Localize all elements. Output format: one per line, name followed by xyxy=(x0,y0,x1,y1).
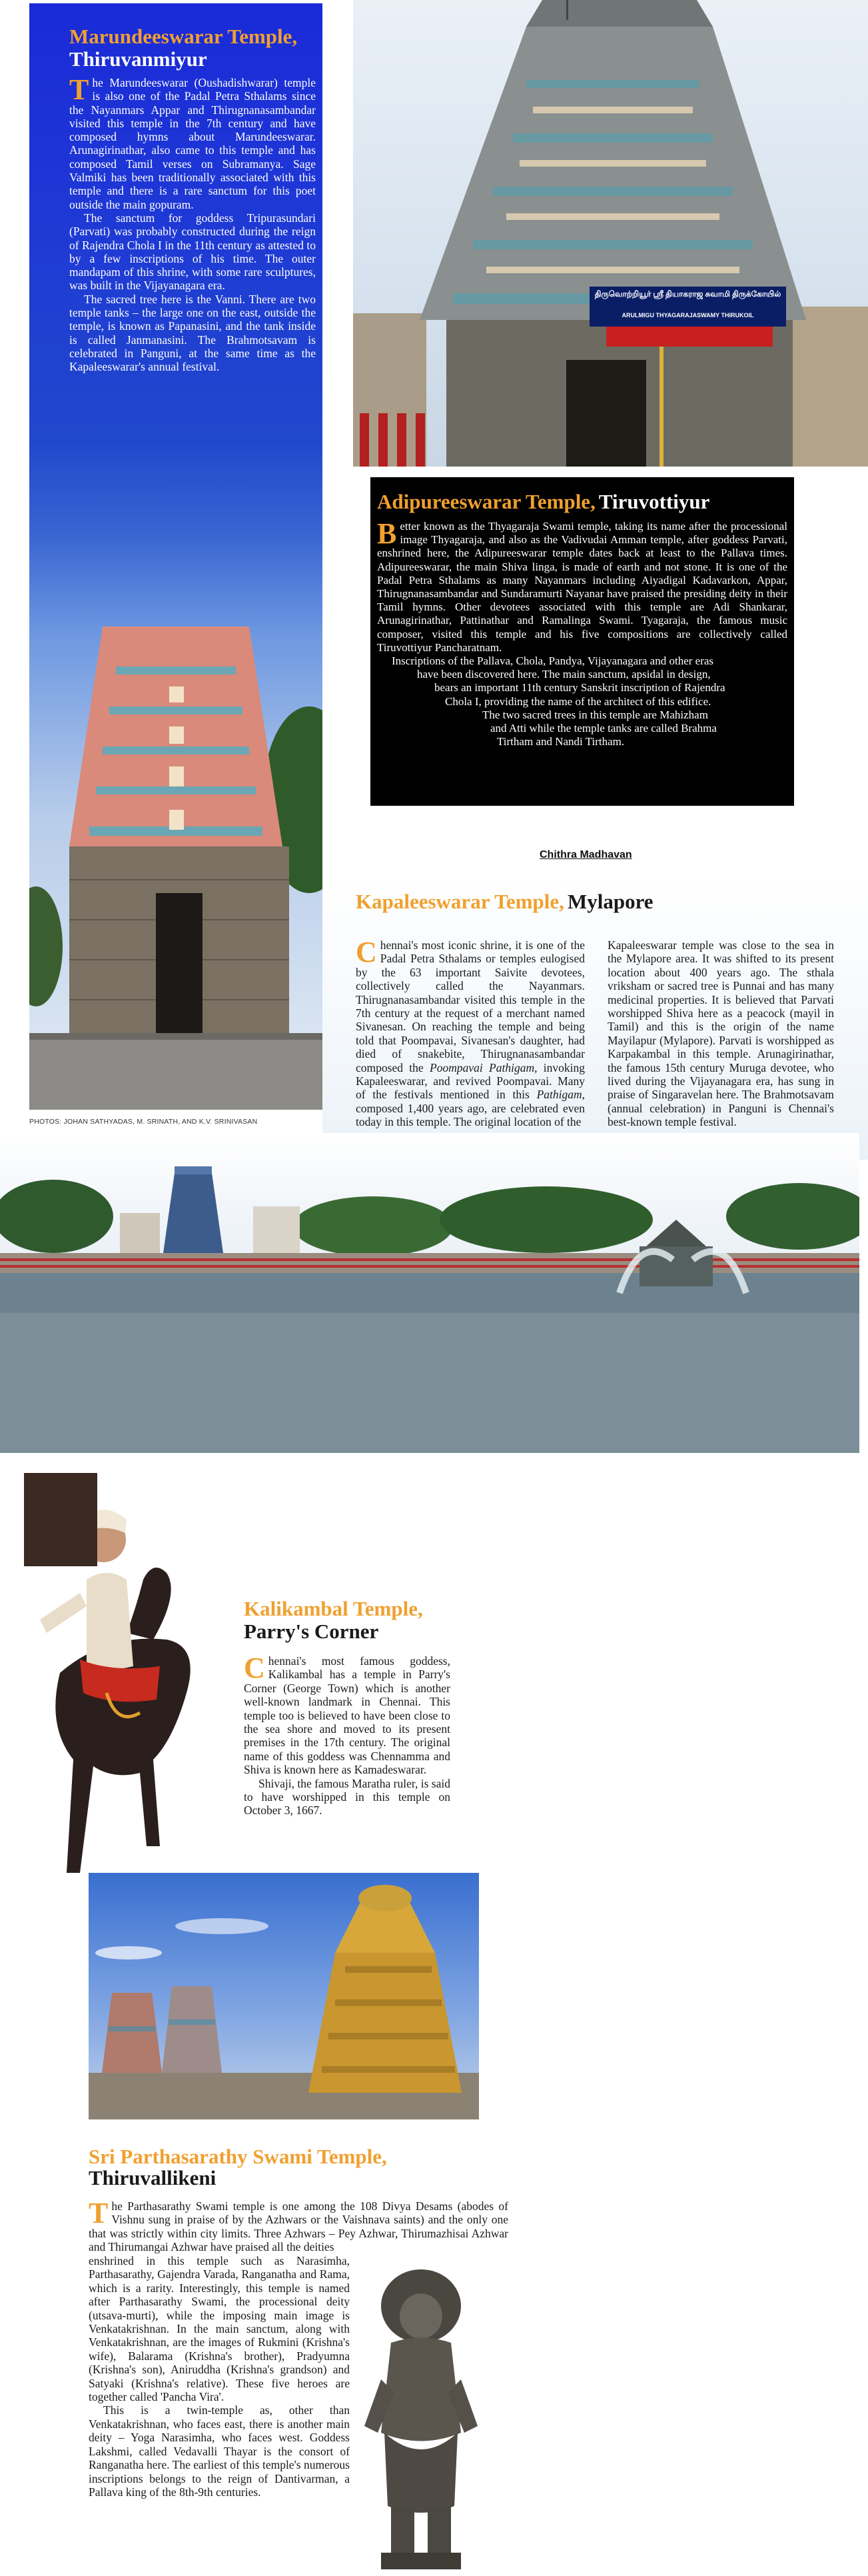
adipureeswarar-gopuram-photo xyxy=(353,0,868,467)
marundeeswarar-body: The Marundeeswarar (Oushadishwarar) temple is also one of the Padal Petra Sthalams since the Nayanmars Appar and Thirugnanasambandar visited this temple in the 7th century and have composed hymns about Marundeeswarar. Arunagirinathar, also came to this temple and has composed Tamil verses on Subramanya. Sage Valmiki has been traditionally associated with this temple and there is a rare sanctum for this poet outside the main gopuram. The sanctum for goddess Tripurasundari (Parvati) was probably constructed during the reign of Rajendra Chola I in the 11th century as attested to by a few inscriptions of his time. The outer mandapam of this shrine, with some rare sculptures, was built in the Vijayanagara era. The sacred tree here is the Vanni. There are two temple tanks – the large one on the east, outside the temple, is known as Papanasini, and the tank inside is called Janmanasini. The Brahmotsavam is celebrated in Panguni, at the same time as the Kapaleeswarar's annual festival. xyxy=(69,73,316,374)
parthasarathy-body: enshrined in this temple such as Narasimha, Parthasarathy, Gajendra Varada, Ranganatha and Rama, which is a rarity. Interestingly, this temple is named after Parthasarathy Swami, the processional deity (utsava-murti), while the imposing main image is Venkatakrishnan. In the main sanctum, along with Venkatakrishnan, are the images of Rukmini (Krishna's wife), Balarama (Krishna's brother), Pradyumna (Krishna's son), Aniruddha (Krishna's grandson) and Satyaki (Krishna's relative). These five heroes are together called 'Pancha Vira'. This is a twin-temple as, other than Venkatakrishnan, who faces east, there is another main deity – Yoga Narasimha, who faces west. Goddess Lakshmi, called Vedavalli Thayar is the consort of Ranganatha here. The earliest of this temple's numerous inscriptions belongs to the reign of Dantivarman, a Pallava king of the 8th-9th centuries. xyxy=(89,2254,350,2499)
adipureeswarar-signboard-tamil: திருவொற்றியூர் ஸ்ரீ தியாகராஜ சுவாமி திருக்கோயில் xyxy=(594,289,781,299)
adipureeswarar-tail: Inscriptions of the Pallava, Chola, Pandya, Vijayanagara and other eras have been discovered here. The main sanctum, apsidal in design, bears an important 11th century Sanskrit inscription of Rajendra Chola I, providing the name of the architect of this edifice. The two sacred trees in this temple are Mahizham and Atti while the temple tanks are called Brahma Tirtham and Nandi Tirtham. xyxy=(392,654,725,748)
marundeeswarar-title: Marundeeswarar Temple, Thiruvanmiyur xyxy=(69,25,298,71)
kapaleeswarar-title: Kapaleeswarar Temple, Mylapore xyxy=(356,890,653,913)
parthasarathy-intro: The Parthasarathy Swami temple is one among the 108 Divya Desams (abodes of Vishnu sung in praise of by the Azhwars or the Vaishnava saints) and the only one that was strictly within city limits. Three Azhwars – Pey Azhwar, Thirumazhisai Azhwar and Thirumangai Azhwar have praised all the deities xyxy=(89,2197,508,2254)
adipureeswarar-signboard-english: ARULMIGU THYAGARAJASWAMY THIRUKOIL xyxy=(622,312,754,319)
marundeeswarar-gopuram-photo xyxy=(29,627,322,1110)
kalikambal-body: Chennai's most famous goddess, Kalikambal has a temple in Parry's Corner (George Town) which is another well-known landmark in Chennai. This temple too is believed to have been close to the sea shore and moved to its present premises in the 17th century. The original name of this goddess was Chennamma and Shiva is known here as Kamadeswarar. Shivaji, the famous Maratha ruler, is said to have worshipped in this temple on October 3, 1667. xyxy=(244,1652,450,1818)
adipureeswarar-title: Adipureeswarar Temple, Tiruvottiyur xyxy=(377,490,710,513)
narasimha-sculpture-photo xyxy=(354,2266,488,2573)
photo-credit: PHOTOS: JOHAN SATHYADAS, M. SRINATH, AND K.V. SRINIVASAN xyxy=(29,1118,258,1126)
kapaleeswarar-col1: Chennai's most iconic shrine, it is one of the Padal Petra Sthalams or temples eulogised by the 63 important Saivite devotees, collectively called the Nayanmars. Thirugnanasambandar visited this temple in the 7th century at the request of a merchant named Sivanesan. On reaching the temple and being told that Poompavai, Sivanesan's daughter, had died of snakebite, Thirugnanasambandar composed the Poompavai Pathigam, invoking Kapaleeswarar, and revived Poompavai. Many of the festivals mentioned in this Pathigam, composed 1,400 years ago, are celebrated even today in this temple. The original location of the xyxy=(356,936,586,1129)
adipureeswarar-body: Better known as the Thyagaraja Swami temple, taking its name after the processional image Thyagaraja, and also as the Vadivudai Amman temple, after goddess Parvati, enshrined here, the Adipureeswarar temple dates back at least to the Pallava times. Adipureeswarar, the main Shiva linga, is made of earth and not stone. It is one of the Padal Petra Sthalams as many Nayanmars including Aiyadigal Kadavarkon, Appar, Thirugnanasambandar and Sundaramurti Nayanar have praised the presiding deity in their Tamil hymns. Other devotees associated with this temple are Adi Shankarar, Arunagirinathar, Pattinathar and Ramalinga Swami. Tyagaraja, the famous music composer, visited this temple and his five compositions are collectively called Tiruvottiyur Pancharatnam. xyxy=(377,517,787,654)
shivaji-portrait-frame xyxy=(24,1473,97,1566)
byline: Chithra Madhavan xyxy=(540,849,632,860)
kapaleeswarar-col2: Kapaleeswarar temple was close to the sea in the Mylapore area. It was shifted to its present location about 400 years ago. The sthala vriksham or sacred tree is Punnai and has many medicinal properties. It is believed that Parvati worshipped Shiva here as a peacock (mayil in Tamil) and this is the origin of the name Mayilapur (Mylapore). Parvati is worshipped as Karpakambal in this temple. Arunagirinathar, the famous 15th century Muruga devotee, who lived during the Vijayanagara era, has sung in praise of Singaravelan here. The Brahmotsavam (annual celebration) in Panguni is Chennai's best-known temple festival. xyxy=(608,938,834,1129)
kalikambal-title: Kalikambal Temple, Parry's Corner xyxy=(244,1597,423,1643)
parthasarathy-title: Sri Parthasarathy Swami Temple, Thiruvallikeni xyxy=(89,2145,387,2189)
kalikambal-temple-photo xyxy=(89,1873,479,2119)
kapaleeswarar-tank-photo xyxy=(0,1133,859,1453)
marundeeswarar-section xyxy=(69,25,316,374)
adipureeswarar-section xyxy=(377,491,787,748)
